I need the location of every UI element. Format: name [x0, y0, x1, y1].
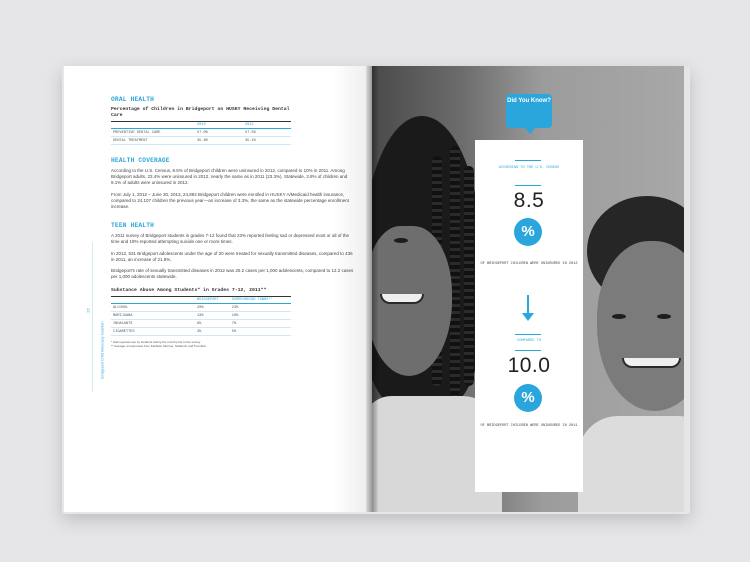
down-arrow-icon: [522, 313, 534, 321]
teen-health-heading: TEEN HEALTH: [111, 222, 155, 230]
substance-subhead: Substance Abuse Among Students* in Grades 7-12, 2011**: [111, 288, 267, 294]
stat1-caption: OF BRIDGEPORT CHILDREN WERE UNINSURED IN 2012: [480, 262, 578, 266]
braid: [450, 146, 460, 396]
cell-value: 7%: [230, 320, 291, 328]
cell-value: 57.0%: [195, 129, 243, 137]
paragraph: Bridgeport's rate of sexually transmitted diseases in 2012 was 25.2 cases per 1,000 adolescents, compared to 12.2 cases per 1,000 adolescents statewide.: [111, 268, 354, 280]
book-spine: [366, 66, 378, 512]
paragraph: In 2012, 531 Bridgeport adolescents under the age of 20 were treated for sexually transmitted diseases, compared to 436 in 2011, an increase of 21.8%.: [111, 250, 353, 262]
child-right-shirt: [578, 416, 684, 512]
margin-rule: [92, 242, 93, 392]
oral-health-heading: ORAL HEALTH: [111, 96, 155, 103]
table-header: 2010: [195, 122, 243, 129]
substance-table: [111, 297, 291, 336]
table-row: [111, 129, 291, 137]
child-right-smile: [622, 358, 681, 368]
table-row: [111, 312, 291, 320]
page-number: 22: [85, 308, 91, 313]
child-left-smile: [380, 294, 424, 304]
footnote: ** Average of responses from Fairfield, Monroe, Stratford, and Trumbull: [111, 344, 206, 349]
cell-value: 10%: [230, 312, 291, 320]
did-you-know-bubble: Did You Know?: [506, 94, 552, 128]
cell-value: 13%: [195, 312, 230, 320]
percent-icon: %: [514, 384, 542, 412]
row-label: CIGARETTES: [111, 328, 195, 336]
stat2-caption: OF BRIDGEPORT CHILDREN WERE UNINSURED IN 2011: [480, 424, 578, 428]
child-right-eye: [612, 314, 626, 319]
table-header: SURROUNDING TOWNS**: [230, 297, 291, 304]
cell-value: 35.6%: [195, 137, 243, 145]
paragraph: From July 1, 2012 – June 30, 2013, 24,894 Bridgeport children were enrolled in HUSKY A/Medicaid health insurance, compared to 24,107 children the previous year—an increase of 3.3%, the same as the statewide percentage enrollment increase.: [111, 191, 349, 210]
health-coverage-heading: HEALTH COVERAGE: [111, 157, 170, 164]
percent-icon: %: [514, 218, 542, 246]
left-page-content: [111, 96, 356, 348]
paragraph: A 2011 survey of Bridgeport students in grades 7-12 found that 23% reported feeling sad or depressed most or all of the time and 19% reported attempting suicide one or more times.: [111, 233, 350, 245]
oral-health-subhead: Percentage of Children in Bridgeport on HUSKY Receiving Dental Care: [111, 107, 290, 118]
braid: [464, 166, 474, 386]
row-label: DENTAL TREATMENT: [111, 137, 195, 145]
table-row: [111, 320, 291, 328]
table-row: [111, 137, 291, 145]
stat2-intro: COMPARED TO: [517, 339, 541, 343]
stat1-intro: ACCORDING TO THE U.S. CENSUS: [498, 166, 560, 170]
divider-line: [515, 185, 541, 186]
table-row: [111, 304, 291, 312]
cell-value: 35.1%: [243, 137, 291, 145]
row-label: PREVENTIVE DENTAL CARE: [111, 129, 195, 137]
child-left-eye: [394, 238, 408, 243]
row-label: INHALANTS: [111, 320, 195, 328]
cell-value: 5%: [230, 328, 291, 336]
divider-line: [515, 334, 541, 335]
row-label: MARIJUANA: [111, 312, 195, 320]
footnote: * Self-reported use by students during the month prior to the survey: [111, 340, 201, 345]
child-right-eye: [657, 314, 671, 319]
row-label: ALCOHOL: [111, 304, 195, 312]
cell-value: 23%: [230, 304, 291, 312]
table-header: 2011: [243, 122, 291, 129]
cell-value: 3%: [195, 328, 230, 336]
running-head: Bridgeport Child Advocacy Coalition: [100, 321, 105, 379]
bubble-tail: [525, 128, 535, 134]
table-header: BRIDGEPORT: [195, 297, 230, 304]
cell-value: 9%: [195, 320, 230, 328]
down-arrow-shaft: [527, 295, 529, 315]
cell-value: 57.5%: [243, 129, 291, 137]
divider-line: [515, 350, 541, 351]
stat2-value: 10.0: [507, 354, 551, 377]
cell-value: 20%: [195, 304, 230, 312]
paragraph: According to the U.S. Census, 8.5% of Bridgeport children were uninsured in 2012, compared to 10% in 2011. Among Bridgeport adults, 23.4% were uninsured in 2012, nearly the same as in 2011 (23.3%). Statewide, 3.8% of children and 9.1% of adults were uninsured in 2012.: [111, 168, 348, 186]
divider-line: [515, 160, 541, 161]
stat1-value: 8.5: [513, 189, 545, 212]
table-row: [111, 328, 291, 336]
dental-care-table: [111, 122, 291, 145]
